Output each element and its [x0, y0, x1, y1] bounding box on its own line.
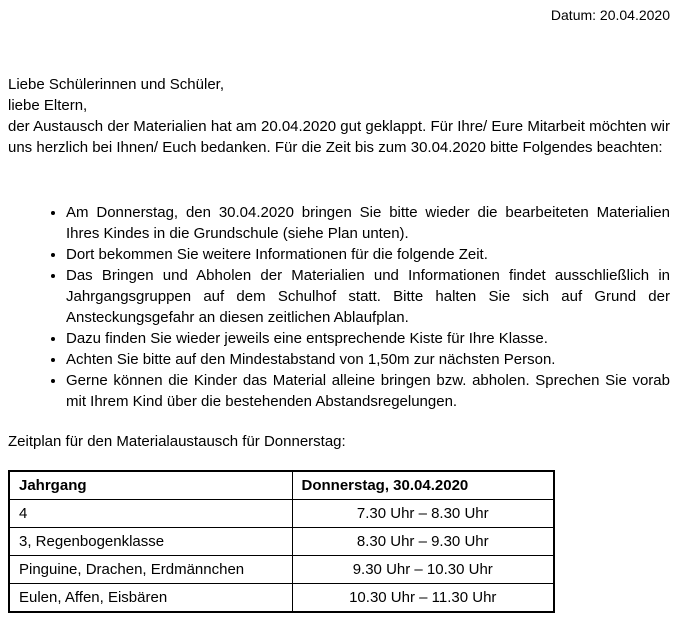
table-cell-time: 9.30 Uhr – 10.30 Uhr [292, 556, 554, 584]
bullet-item: • Achten Sie bitte auf den Mindestabstand von 1,50m zur nächsten Person. [66, 349, 670, 370]
table-row [9, 556, 554, 584]
table-header-donnerstag: Donnerstag, 30.04.2020 [292, 471, 554, 500]
intro-paragraph: der Austausch der Materialien hat am 20.04.2020 gut geklappt. Für Ihre/ Eure Mitarbeit möchten wir uns herzlich bei Ihnen/ Euch bedanken. Für die Zeit bis zum 30.04.2020 bitte Folgendes beachten: [8, 118, 670, 156]
bullet-item: • Dazu finden Sie wieder jeweils eine entsprechende Kiste für Ihre Klasse. [66, 328, 670, 349]
schedule-table [8, 470, 555, 613]
table-row [9, 584, 554, 613]
intro-block [8, 74, 670, 158]
table-cell-time: 8.30 Uhr – 9.30 Uhr [292, 528, 554, 556]
table-cell-group: 4 [9, 500, 292, 528]
bullet-item: • Das Bringen und Abholen der Materialien und Informationen findet ausschließlich in Jahrgangsgruppen auf dem Schulhof statt. Bitte halten Sie sich auf Grund der Ansteckungsgefahr an diesen zeitlichen Ablaufplan. [66, 265, 670, 328]
table-cell-time: 7.30 Uhr – 8.30 Uhr [292, 500, 554, 528]
bullet-item: • Dort bekommen Sie weitere Informationen für die folgende Zeit. [66, 244, 670, 265]
table-cell-group: Pinguine, Drachen, Erdmännchen [9, 556, 292, 584]
greeting-line-parents: liebe Eltern, [8, 97, 88, 114]
schedule-intro: Zeitplan für den Materialaustausch für Donnerstag: [8, 433, 346, 450]
bullet-item: • Am Donnerstag, den 30.04.2020 bringen Sie bitte wieder die bearbeiteten Materialien Ihres Kindes in die Grundschule (siehe Plan unten). [66, 202, 670, 244]
bullet-list [8, 202, 670, 412]
table-row [9, 528, 554, 556]
table-row [9, 500, 554, 528]
table-cell-group: 3, Regenbogenklasse [9, 528, 292, 556]
bullet-item: • Gerne können die Kinder das Material alleine bringen bzw. abholen. Sprechen Sie vorab mit Ihrem Kind über die bestehenden Abstandsregelungen. [66, 370, 670, 412]
table-cell-time: 10.30 Uhr – 11.30 Uhr [292, 584, 554, 613]
table-header-row [9, 471, 554, 500]
table-cell-group: Eulen, Affen, Eisbären [9, 584, 292, 613]
table-header-jahrgang: Jahrgang [9, 471, 292, 500]
greeting-line-students: Liebe Schülerinnen und Schüler, [8, 76, 224, 93]
date-line: Datum: 20.04.2020 [550, 7, 670, 23]
